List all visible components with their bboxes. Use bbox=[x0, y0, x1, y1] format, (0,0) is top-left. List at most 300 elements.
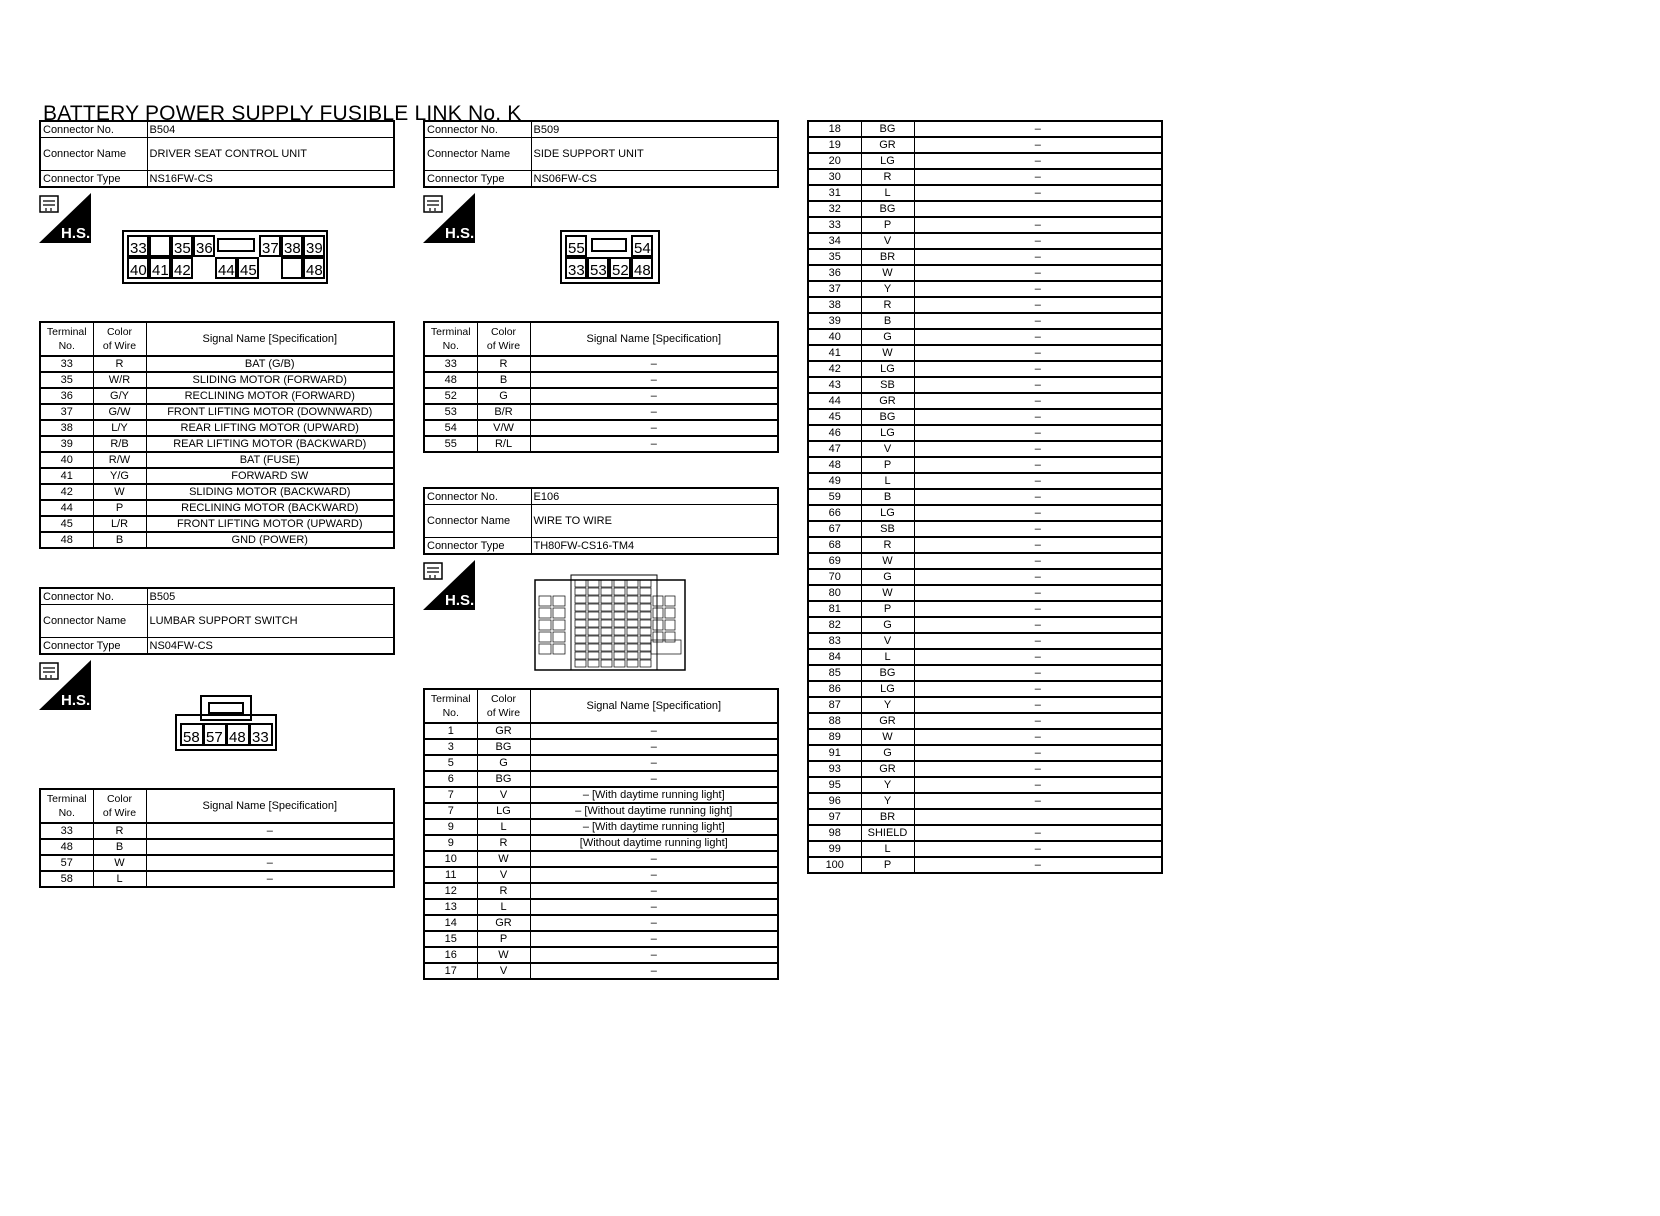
signal-name: – [Without daytime running light] bbox=[530, 803, 778, 819]
pin-cell bbox=[627, 652, 638, 659]
pin-cell bbox=[575, 588, 586, 595]
table-row bbox=[40, 436, 394, 452]
pin-cell bbox=[553, 608, 565, 618]
terminal-no: 13 bbox=[424, 899, 477, 915]
pin-cell bbox=[601, 620, 612, 627]
pin-number: 44 bbox=[218, 262, 235, 279]
table-row bbox=[424, 883, 778, 899]
wire-color: P bbox=[861, 217, 914, 233]
pin-number: 39 bbox=[306, 240, 323, 257]
pin-cell bbox=[601, 596, 612, 603]
terminal-no: 80 bbox=[808, 585, 861, 601]
terminal-no: 7 bbox=[424, 803, 477, 819]
pin-number: 33 bbox=[130, 240, 147, 257]
wire-color: P bbox=[477, 931, 530, 947]
signal-name: – bbox=[914, 297, 1162, 313]
wire-color: BG bbox=[861, 409, 914, 425]
terminal-no: 9 bbox=[424, 835, 477, 851]
wire-color: Y bbox=[861, 793, 914, 809]
wire-color: W bbox=[861, 345, 914, 361]
table-row bbox=[424, 899, 778, 915]
signal-name: – bbox=[530, 899, 778, 915]
signal-name: FRONT LIFTING MOTOR (UPWARD) bbox=[146, 516, 394, 532]
pin-cell bbox=[601, 588, 612, 595]
pin-number: 35 bbox=[174, 240, 191, 257]
signal-name: – bbox=[530, 372, 778, 388]
connector-type: NS16FW-CS bbox=[147, 171, 394, 188]
signal-name: – bbox=[914, 313, 1162, 329]
signal-name: – bbox=[914, 169, 1162, 185]
table-row bbox=[808, 537, 1162, 553]
header-terminal: Terminal No. bbox=[424, 689, 477, 723]
pin-cell bbox=[614, 612, 625, 619]
wire-color: LG bbox=[861, 681, 914, 697]
pin-cell bbox=[627, 628, 638, 635]
terminal-no: 70 bbox=[808, 569, 861, 585]
pin-cell bbox=[553, 596, 565, 606]
connector-face-b505 bbox=[175, 695, 277, 751]
wire-color: L bbox=[861, 185, 914, 201]
pin-cell bbox=[601, 636, 612, 643]
wire-color: W bbox=[861, 553, 914, 569]
table-row bbox=[424, 372, 778, 388]
pin-cell bbox=[665, 608, 675, 618]
signal-name: – bbox=[914, 553, 1162, 569]
pin-number: 45 bbox=[240, 262, 257, 279]
pin-cell bbox=[575, 636, 586, 643]
label-connector-type: Connector Type bbox=[424, 171, 531, 188]
terminal-no: 47 bbox=[808, 441, 861, 457]
pin-cell bbox=[601, 612, 612, 619]
pin-number: 54 bbox=[634, 240, 651, 257]
table-row bbox=[808, 793, 1162, 809]
pin-cell bbox=[575, 644, 586, 651]
pin-cell bbox=[575, 660, 586, 667]
signal-name: – [With daytime running light] bbox=[530, 787, 778, 803]
pin-number: 36 bbox=[196, 240, 213, 257]
table-row bbox=[808, 841, 1162, 857]
terminal-no: 89 bbox=[808, 729, 861, 745]
table-row bbox=[808, 729, 1162, 745]
terminal-no: 20 bbox=[808, 153, 861, 169]
connector-type: TH80FW-CS16-TM4 bbox=[531, 538, 778, 555]
table-row bbox=[808, 329, 1162, 345]
pin-cell bbox=[575, 628, 586, 635]
terminal-no: 41 bbox=[40, 468, 93, 484]
terminal-no: 86 bbox=[808, 681, 861, 697]
terminal-no: 81 bbox=[808, 601, 861, 617]
connector-info-b509 bbox=[423, 120, 779, 188]
terminal-no: 31 bbox=[808, 185, 861, 201]
terminal-no: 36 bbox=[40, 388, 93, 404]
signal-name: – bbox=[530, 404, 778, 420]
table-row bbox=[424, 947, 778, 963]
table-row bbox=[40, 823, 394, 839]
pin-cell bbox=[601, 652, 612, 659]
terminal-no: 97 bbox=[808, 809, 861, 825]
terminal-no: 49 bbox=[808, 473, 861, 489]
pin-number: 37 bbox=[262, 240, 279, 257]
terminal-no: 18 bbox=[808, 121, 861, 137]
signal-name: – bbox=[914, 857, 1162, 873]
table-row bbox=[808, 777, 1162, 793]
signal-name: – bbox=[530, 947, 778, 963]
pin-cell bbox=[588, 652, 599, 659]
pin-cell bbox=[601, 580, 612, 587]
pin-cell bbox=[282, 258, 302, 278]
table-row bbox=[808, 297, 1162, 313]
table-row bbox=[424, 787, 778, 803]
wire-color: W bbox=[861, 729, 914, 745]
pin-cell bbox=[627, 580, 638, 587]
terminal-no: 84 bbox=[808, 649, 861, 665]
wire-color: LG bbox=[861, 361, 914, 377]
terminal-no: 33 bbox=[40, 356, 93, 372]
terminal-no: 95 bbox=[808, 777, 861, 793]
wire-color: R/B bbox=[93, 436, 146, 452]
pin-cell bbox=[640, 644, 651, 651]
header-terminal: Terminal No. bbox=[40, 789, 93, 823]
wire-color: L bbox=[861, 649, 914, 665]
signal-name: – bbox=[914, 569, 1162, 585]
signal-name: SLIDING MOTOR (BACKWARD) bbox=[146, 484, 394, 500]
table-row bbox=[424, 963, 778, 979]
pin-cell bbox=[665, 596, 675, 606]
table-row bbox=[424, 835, 778, 851]
terminal-no: 39 bbox=[40, 436, 93, 452]
signal-name: – bbox=[914, 281, 1162, 297]
terminal-no: 48 bbox=[808, 457, 861, 473]
table-row bbox=[40, 452, 394, 468]
terminal-no: 9 bbox=[424, 819, 477, 835]
terminal-no: 32 bbox=[808, 201, 861, 217]
label-connector-type: Connector Type bbox=[424, 538, 531, 555]
signal-name bbox=[914, 201, 1162, 217]
wire-color: SB bbox=[861, 377, 914, 393]
terminal-no: 15 bbox=[424, 931, 477, 947]
signal-name: REAR LIFTING MOTOR (BACKWARD) bbox=[146, 436, 394, 452]
terminal-no: 88 bbox=[808, 713, 861, 729]
pin-cell bbox=[627, 636, 638, 643]
table-row bbox=[424, 819, 778, 835]
table-row bbox=[424, 723, 778, 739]
terminal-no: 48 bbox=[424, 372, 477, 388]
wire-color: B bbox=[477, 372, 530, 388]
hs-badge-text: H.S. bbox=[445, 592, 475, 609]
wire-color: V bbox=[477, 867, 530, 883]
pin-cell bbox=[601, 660, 612, 667]
wire-color: R bbox=[861, 537, 914, 553]
pin-cell bbox=[640, 580, 651, 587]
terminal-no: 11 bbox=[424, 867, 477, 883]
signal-name: – bbox=[914, 329, 1162, 345]
table-row bbox=[808, 249, 1162, 265]
wire-color: LG bbox=[861, 505, 914, 521]
signal-name: – bbox=[914, 441, 1162, 457]
pin-number: 38 bbox=[284, 240, 301, 257]
terminal-no: 6 bbox=[424, 771, 477, 787]
signal-name: – bbox=[914, 601, 1162, 617]
pin-cell bbox=[614, 628, 625, 635]
wire-color: BR bbox=[861, 809, 914, 825]
pin-cell bbox=[614, 652, 625, 659]
pin-cell bbox=[665, 632, 675, 642]
terminal-no: 34 bbox=[808, 233, 861, 249]
pin-cell bbox=[588, 588, 599, 595]
table-row bbox=[808, 665, 1162, 681]
connector-type: NS06FW-CS bbox=[531, 171, 778, 188]
signal-name: – bbox=[914, 345, 1162, 361]
table-row bbox=[808, 857, 1162, 873]
signal-name: – bbox=[914, 793, 1162, 809]
wire-color: L bbox=[861, 841, 914, 857]
table-row bbox=[424, 436, 778, 452]
pin-cell bbox=[640, 660, 651, 667]
table-row bbox=[808, 425, 1162, 441]
terminal-no: 44 bbox=[808, 393, 861, 409]
pin-cell bbox=[588, 644, 599, 651]
table-row bbox=[808, 489, 1162, 505]
signal-name: REAR LIFTING MOTOR (UPWARD) bbox=[146, 420, 394, 436]
table-row bbox=[40, 871, 394, 887]
table-row bbox=[424, 739, 778, 755]
table-row bbox=[808, 649, 1162, 665]
pin-cell bbox=[575, 596, 586, 603]
wire-color: BG bbox=[861, 201, 914, 217]
wire-color: G bbox=[861, 745, 914, 761]
wire-color: GR bbox=[861, 393, 914, 409]
table-row bbox=[808, 233, 1162, 249]
wire-color: GR bbox=[477, 723, 530, 739]
pin-cell bbox=[627, 660, 638, 667]
label-connector-name: Connector Name bbox=[40, 138, 147, 171]
signal-name: – bbox=[530, 915, 778, 931]
signal-name: – bbox=[914, 393, 1162, 409]
pin-table-b504 bbox=[39, 321, 395, 549]
header-signal: Signal Name [Specification] bbox=[530, 322, 778, 356]
signal-name: – bbox=[914, 537, 1162, 553]
label-connector-type: Connector Type bbox=[40, 171, 147, 188]
terminal-no: 12 bbox=[424, 883, 477, 899]
pin-cell bbox=[588, 596, 599, 603]
table-row bbox=[424, 771, 778, 787]
label-connector-name: Connector Name bbox=[424, 138, 531, 171]
wire-color: W/R bbox=[93, 372, 146, 388]
terminal-no: 38 bbox=[808, 297, 861, 313]
table-row bbox=[808, 761, 1162, 777]
signal-name: FRONT LIFTING MOTOR (DOWNWARD) bbox=[146, 404, 394, 420]
table-row bbox=[808, 393, 1162, 409]
table-row bbox=[40, 532, 394, 548]
signal-name: – bbox=[530, 388, 778, 404]
connector-latch bbox=[218, 239, 254, 251]
pin-cell bbox=[539, 632, 551, 642]
wire-color: V bbox=[477, 787, 530, 803]
terminal-no: 19 bbox=[808, 137, 861, 153]
signal-name: – bbox=[530, 771, 778, 787]
signal-name: – bbox=[914, 745, 1162, 761]
table-row bbox=[808, 809, 1162, 825]
table-row bbox=[808, 153, 1162, 169]
table-row bbox=[808, 457, 1162, 473]
terminal-no: 44 bbox=[40, 500, 93, 516]
wire-color: L bbox=[861, 473, 914, 489]
pin-cell bbox=[601, 628, 612, 635]
signal-name: – bbox=[914, 729, 1162, 745]
table-row bbox=[424, 420, 778, 436]
terminal-no: 82 bbox=[808, 617, 861, 633]
signal-name: – bbox=[914, 185, 1162, 201]
wire-color: BG bbox=[861, 121, 914, 137]
pin-cell bbox=[575, 620, 586, 627]
pin-table-e106 bbox=[423, 688, 779, 980]
pin-cell bbox=[539, 620, 551, 630]
wire-color: W bbox=[477, 947, 530, 963]
wire-color: Y bbox=[861, 777, 914, 793]
wire-color: G/Y bbox=[93, 388, 146, 404]
table-row bbox=[424, 867, 778, 883]
wire-color: R bbox=[861, 169, 914, 185]
table-row bbox=[40, 468, 394, 484]
wire-color: P bbox=[861, 457, 914, 473]
wire-color: R bbox=[93, 356, 146, 372]
pin-number: 42 bbox=[174, 262, 191, 279]
signal-name: – bbox=[914, 505, 1162, 521]
table-row bbox=[808, 569, 1162, 585]
table-row bbox=[808, 825, 1162, 841]
signal-name: – bbox=[914, 633, 1162, 649]
connector-face-e106 bbox=[533, 574, 687, 672]
table-row bbox=[808, 217, 1162, 233]
table-row bbox=[808, 473, 1162, 489]
signal-name: – bbox=[914, 233, 1162, 249]
wire-color: R bbox=[477, 356, 530, 372]
signal-name: – bbox=[914, 825, 1162, 841]
wire-color: L/R bbox=[93, 516, 146, 532]
pin-cell bbox=[588, 612, 599, 619]
wire-color: B/R bbox=[477, 404, 530, 420]
terminal-no: 45 bbox=[808, 409, 861, 425]
table-row bbox=[808, 185, 1162, 201]
terminal-no: 33 bbox=[808, 217, 861, 233]
signal-name: – [With daytime running light] bbox=[530, 819, 778, 835]
connector-type: NS04FW-CS bbox=[147, 638, 394, 655]
connector-no: B509 bbox=[531, 121, 778, 138]
signal-name: – bbox=[914, 713, 1162, 729]
terminal-no: 67 bbox=[808, 521, 861, 537]
wire-color: BG bbox=[477, 739, 530, 755]
table-row bbox=[424, 851, 778, 867]
harness-side-icon bbox=[39, 193, 91, 243]
table-row bbox=[808, 201, 1162, 217]
terminal-no: 39 bbox=[808, 313, 861, 329]
wire-color: V bbox=[861, 441, 914, 457]
pin-cell bbox=[614, 620, 625, 627]
table-row bbox=[424, 356, 778, 372]
terminal-no: 100 bbox=[808, 857, 861, 873]
pin-cell bbox=[553, 644, 565, 654]
terminal-no: 98 bbox=[808, 825, 861, 841]
signal-name: – bbox=[530, 755, 778, 771]
wire-color: LG bbox=[861, 153, 914, 169]
harness-side-icon bbox=[423, 193, 475, 243]
header-color: Color of Wire bbox=[477, 322, 530, 356]
signal-name: – bbox=[914, 521, 1162, 537]
terminal-no: 55 bbox=[424, 436, 477, 452]
terminal-no: 37 bbox=[808, 281, 861, 297]
terminal-no: 42 bbox=[808, 361, 861, 377]
table-row bbox=[808, 313, 1162, 329]
signal-name: – bbox=[914, 457, 1162, 473]
terminal-no: 35 bbox=[808, 249, 861, 265]
wire-color: G bbox=[477, 388, 530, 404]
terminal-no: 46 bbox=[808, 425, 861, 441]
pin-cell bbox=[553, 620, 565, 630]
signal-name: – bbox=[914, 425, 1162, 441]
signal-name: RECLINING MOTOR (FORWARD) bbox=[146, 388, 394, 404]
signal-name: – bbox=[914, 681, 1162, 697]
pin-cell bbox=[575, 604, 586, 611]
pin-number: 33 bbox=[568, 262, 585, 279]
pin-cell bbox=[627, 604, 638, 611]
pin-cell bbox=[627, 644, 638, 651]
signal-name: – bbox=[530, 963, 778, 979]
signal-name: – bbox=[914, 249, 1162, 265]
table-row bbox=[40, 484, 394, 500]
pin-cell bbox=[575, 652, 586, 659]
terminal-no: 5 bbox=[424, 755, 477, 771]
header-color: Color of Wire bbox=[93, 789, 146, 823]
connector-info-b505 bbox=[39, 587, 395, 655]
wire-color: LG bbox=[861, 425, 914, 441]
table-row bbox=[40, 516, 394, 532]
signal-name: – bbox=[914, 409, 1162, 425]
table-row bbox=[808, 361, 1162, 377]
table-row bbox=[808, 553, 1162, 569]
pin-cell bbox=[640, 596, 651, 603]
pin-cell bbox=[614, 580, 625, 587]
pin-cell bbox=[601, 604, 612, 611]
wire-color: BR bbox=[861, 249, 914, 265]
pin-cell bbox=[588, 660, 599, 667]
signal-name: BAT (G/B) bbox=[146, 356, 394, 372]
connector-info-b504 bbox=[39, 120, 395, 188]
table-row bbox=[808, 121, 1162, 137]
wire-color: SB bbox=[861, 521, 914, 537]
terminal-no: 83 bbox=[808, 633, 861, 649]
connector-name: SIDE SUPPORT UNIT bbox=[531, 138, 778, 171]
wire-color: BG bbox=[861, 665, 914, 681]
hs-badge-text: H.S. bbox=[61, 225, 91, 242]
terminal-no: 93 bbox=[808, 761, 861, 777]
terminal-no: 37 bbox=[40, 404, 93, 420]
signal-name: – bbox=[914, 121, 1162, 137]
signal-name: – bbox=[914, 377, 1162, 393]
wire-color: R/L bbox=[477, 436, 530, 452]
label-connector-no: Connector No. bbox=[40, 121, 147, 138]
signal-name: – bbox=[914, 841, 1162, 857]
table-row bbox=[808, 713, 1162, 729]
signal-name: [Without daytime running light] bbox=[530, 835, 778, 851]
wire-color: W bbox=[477, 851, 530, 867]
table-row bbox=[40, 388, 394, 404]
terminal-no: 59 bbox=[808, 489, 861, 505]
page-title: BATTERY POWER SUPPLY FUSIBLE LINK No. K bbox=[43, 102, 522, 125]
terminal-no: 30 bbox=[808, 169, 861, 185]
pin-cell bbox=[614, 596, 625, 603]
signal-name: – bbox=[530, 739, 778, 755]
terminal-no: 57 bbox=[40, 855, 93, 871]
